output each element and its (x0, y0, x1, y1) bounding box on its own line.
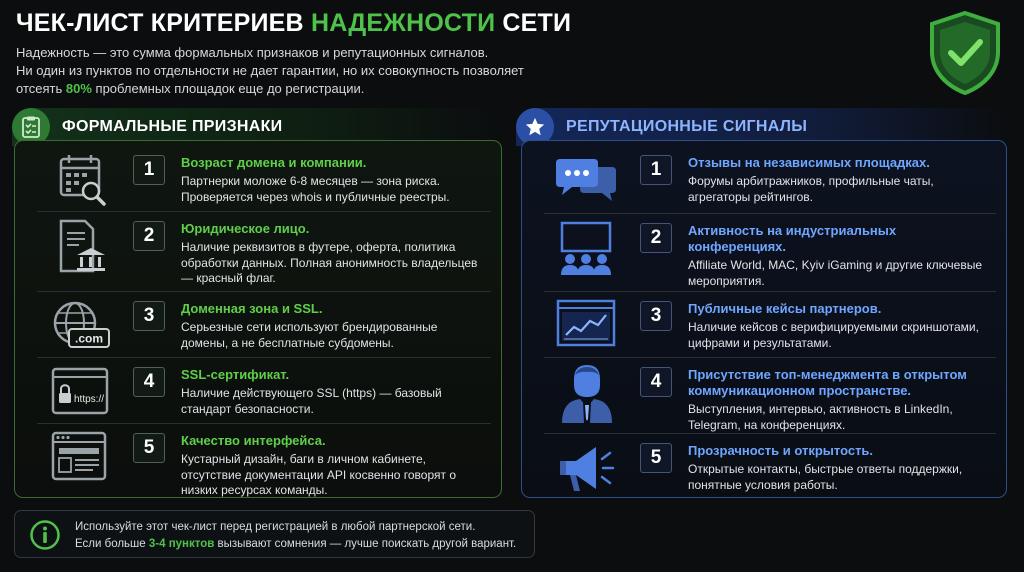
divider (37, 291, 491, 292)
intro-line-2: Ни один из пунктов по отдельности не дает гарантии, но их совокупность позволяет (16, 63, 524, 78)
divider (544, 213, 996, 214)
calendar-search-icon (47, 151, 113, 211)
info-icon (29, 519, 61, 551)
title-part1: ЧЕК-ЛИСТ КРИТЕРИЕВ (16, 9, 304, 37)
reputation-signals-title: РЕПУТАЦИОННЫЕ СИГНАЛЫ (566, 118, 808, 135)
item-description: Форумы арбитражников, профильные чаты, агрегаторы рейтингов. (688, 174, 934, 204)
list-item (35, 151, 491, 211)
shield-check-icon (928, 10, 1002, 96)
item-number: 3 (133, 301, 165, 331)
item-number: 2 (133, 221, 165, 251)
list-item (542, 297, 996, 357)
list-item (35, 217, 491, 287)
item-number: 1 (133, 155, 165, 185)
chart-presentation-icon (554, 297, 620, 357)
footer-highlight: 3-4 пунктов (148, 538, 215, 550)
divider (37, 423, 491, 424)
footer-line-2-post: вызывают сомнения — лучше поискать другой вариант. (217, 538, 517, 550)
item-heading: Отзывы на независимых площадках. (688, 155, 930, 170)
item-number: 4 (133, 367, 165, 397)
item-description: Выступления, интервью, активность в LinkedIn, Telegram, на конференциях. (688, 402, 953, 432)
list-item (542, 363, 996, 435)
item-number: 2 (640, 223, 672, 253)
list-item (35, 429, 491, 497)
item-description: Наличие действующего SSL (https) — базовый стандарт безопасности. (181, 386, 442, 416)
item-number: 1 (640, 155, 672, 185)
divider (544, 291, 996, 292)
item-heading: Публичные кейсы партнеров. (688, 301, 882, 316)
item-heading: Возраст домена и компании. (181, 155, 367, 170)
footer-line-2-pre: Если больше (75, 538, 146, 550)
title-part3: СЕТИ (502, 9, 572, 37)
intro-text (16, 44, 916, 98)
footer-line-2 (75, 536, 516, 553)
intro-line-3-pre: отсеять (16, 81, 63, 96)
list-item (35, 363, 491, 423)
item-description: Открытые контакты, быстрые ответы поддержки, понятные условия работы. (688, 462, 963, 492)
item-number: 4 (640, 367, 672, 397)
lock-https-icon (47, 363, 113, 423)
page-title (16, 8, 916, 38)
intro-line-1: Надежность — это сумма формальных признаков и репутационных сигналов. (16, 45, 489, 60)
formal-signs-panel (14, 140, 502, 498)
footer-line-1: Используйте этот чек-лист перед регистрацией в любой партнерской сети. (75, 521, 476, 533)
list-item (35, 297, 491, 357)
document-bank-icon (47, 217, 113, 277)
item-description: Наличие кейсов с верифицируемыми скриншотами, цифрами и результатами. (688, 320, 979, 350)
divider (544, 357, 996, 358)
reputation-signals-panel (521, 140, 1007, 498)
item-number: 5 (640, 443, 672, 473)
item-description: Партнерки моложе 6-8 месяцев — зона риска. Проверяется через whois и публичные реестры. (181, 174, 450, 204)
item-heading: Юридическое лицо. (181, 221, 310, 236)
item-number: 5 (133, 433, 165, 463)
item-description: Наличие реквизитов в футере, оферта, политика обработки данных. Полная анонимность владельцев — красный флаг. (181, 240, 478, 285)
divider (37, 357, 491, 358)
conference-audience-icon (554, 219, 620, 279)
intro-percent: 80% (65, 81, 92, 96)
intro-line-3 (16, 80, 916, 98)
item-heading: Прозрачность и открытость. (688, 443, 874, 458)
megaphone-icon (554, 439, 620, 499)
browser-window-icon (47, 429, 113, 489)
item-heading: Активность на индустриальных конференциях. (688, 223, 897, 254)
item-heading: Доменная зона и SSL. (181, 301, 323, 316)
businessman-icon (554, 363, 620, 423)
item-heading: Качество интерфейса. (181, 433, 326, 448)
divider (544, 433, 996, 434)
intro-line-3-post: проблемных площадок еще до регистрации. (95, 81, 365, 96)
https-label: https:// (73, 394, 105, 405)
item-description: Серьезные сети используют брендированные домены, а не бесплатные субдомены. (181, 320, 438, 350)
item-number: 3 (640, 301, 672, 331)
formal-signs-title: ФОРМАЛЬНЫЕ ПРИЗНАКИ (62, 118, 283, 135)
header (16, 8, 916, 98)
footer-note (14, 510, 535, 558)
item-heading: SSL-сертификат. (181, 367, 290, 382)
chat-bubbles-icon (554, 151, 620, 211)
list-item (542, 219, 996, 295)
item-description: Кустарный дизайн, баги в личном кабинете, отсутствие документации API косвенно говорят о низких ресурсах команды. (181, 452, 456, 497)
item-description: Affiliate World, MAC, Kyiv iGaming и другие ключевые мероприятия. (688, 258, 982, 288)
globe-domain-icon (47, 297, 113, 357)
domain-label: .com (74, 331, 104, 346)
item-heading: Присутствие топ-менеджмента в открытом коммуникационном пространстве. (688, 367, 967, 398)
divider (37, 211, 491, 212)
list-item (542, 439, 996, 495)
title-highlight: НАДЕЖНОСТИ (310, 9, 496, 37)
list-item (542, 151, 996, 211)
